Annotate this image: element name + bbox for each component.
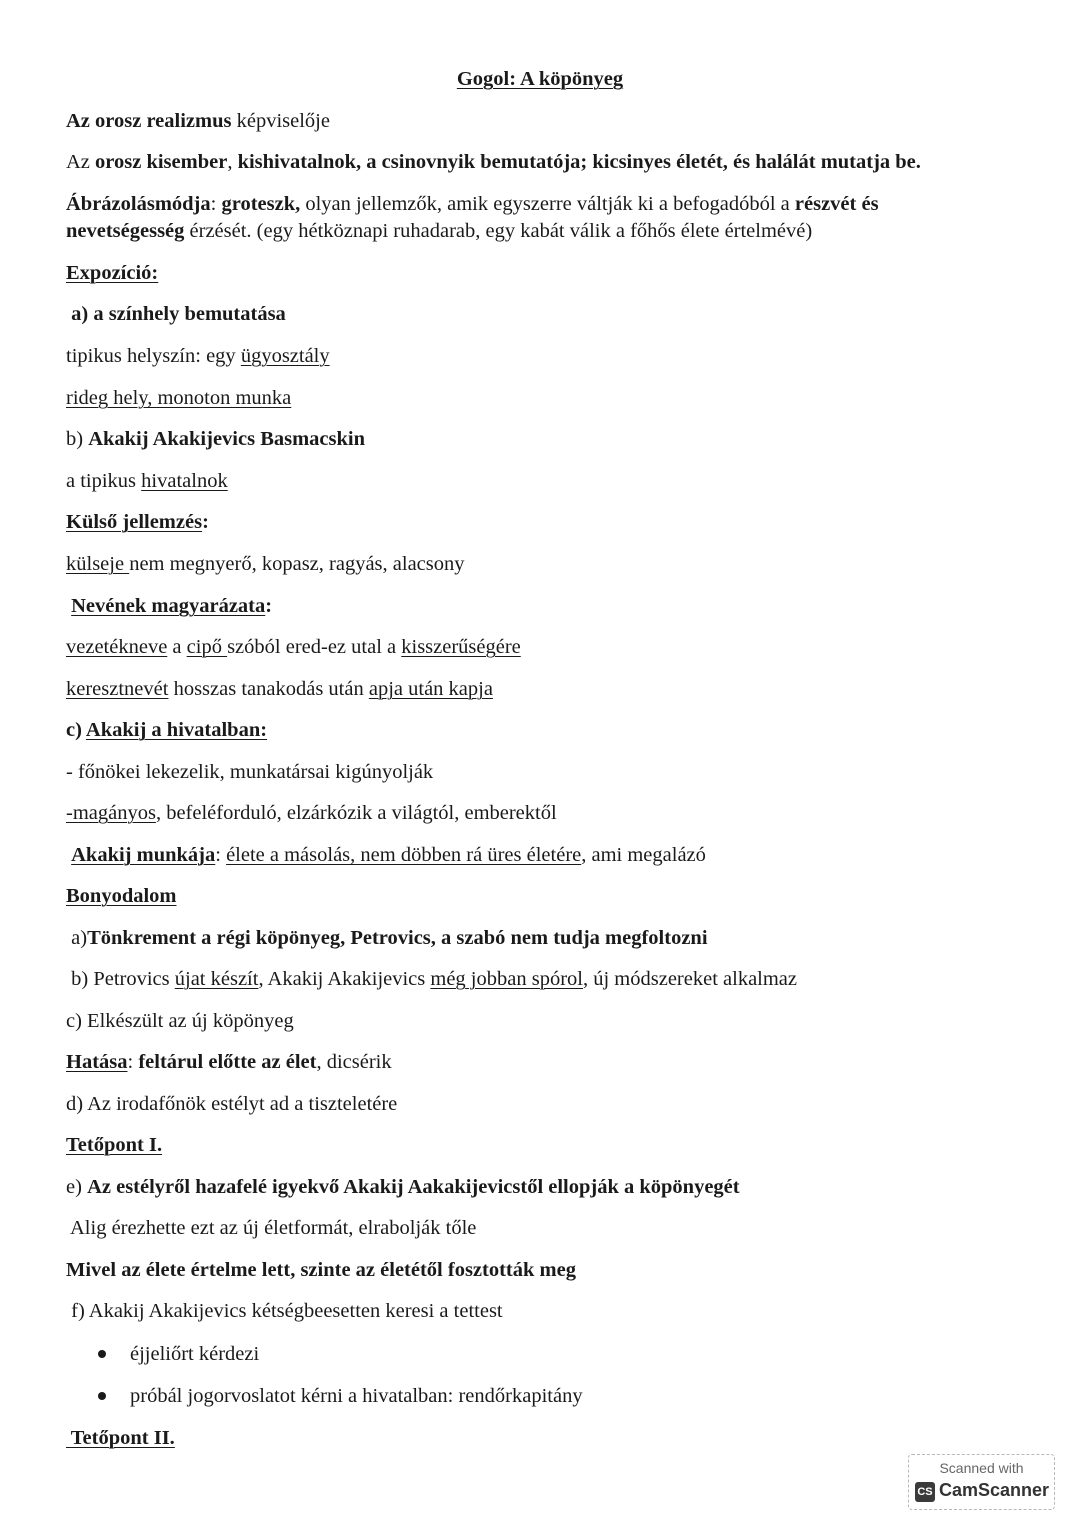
text-line: a tipikus hivatalnok xyxy=(66,470,228,492)
text-line: nevetségesség érzését. (egy hétköznapi ruhadarab, egy kabát válik a főhős élete értelmévé) xyxy=(66,220,813,242)
subheading: c) Akakij a hivatalban: xyxy=(66,719,268,741)
document-title: Gogol: A köpönyeg xyxy=(456,68,624,90)
subheading: Nevének magyarázata: xyxy=(71,595,273,617)
list-item: éjjeliőrt kérdezi xyxy=(130,1343,260,1365)
text-line: keresztnevét hosszas tanakodás után apja után kapja xyxy=(66,678,493,700)
section-heading: Tetőpont II. xyxy=(66,1427,175,1449)
text-line: d) Az irodafőnök estélyt ad a tiszteletére xyxy=(66,1093,398,1115)
text-line: - főnökei lekezelik, munkatársai kigúnyolják xyxy=(66,761,434,783)
bullet-icon xyxy=(98,1350,106,1358)
text-line: Alig érezhette ezt az új életformát, elrabolják tőle xyxy=(66,1217,477,1239)
watermark-brand: CamScanner xyxy=(939,1480,1050,1500)
text-line: a)Tönkrement a régi köpönyeg, Petrovics, a szabó nem tudja megfoltozni xyxy=(66,927,708,949)
text-line: -magányos, befeléforduló, elzárkózik a világtól, emberektől xyxy=(66,802,557,824)
watermark-caption: Scanned with xyxy=(939,1460,1024,1476)
text-line: Ábrázolásmódja: groteszk, olyan jellemzők, amik egyszerre váltják ki a befogadóból a részvét és xyxy=(66,193,879,215)
text-line: b) Akakij Akakijevics Basmacskin xyxy=(66,428,366,450)
section-heading: Expozíció: xyxy=(66,262,159,284)
text-line: Hatása: feltárul előtte az élet, dicsérik xyxy=(66,1051,392,1073)
subheading: Külső jellemzés: xyxy=(66,511,209,533)
text-line: b) Petrovics újat készít, Akakij Akakijevics még jobban spórol, új módszereket alkalmaz xyxy=(66,968,798,990)
text-line: Az orosz realizmus képviselője xyxy=(66,110,330,132)
section-heading: Bonyodalom xyxy=(66,885,177,907)
section-heading: Tetőpont I. xyxy=(66,1134,163,1156)
text-line: tipikus helyszín: egy ügyosztály xyxy=(66,345,330,367)
text-line: Az orosz kisember, kishivatalnok, a csinovnyik bemutatója; kicsinyes életét, és halálát mutatja be. xyxy=(66,151,921,173)
text-line: külseje nem megnyerő, kopasz, ragyás, alacsony xyxy=(66,553,465,575)
text-line: rideg hely, monoton munka xyxy=(66,387,292,409)
camscanner-logo-icon: CS xyxy=(915,1482,935,1502)
text-line: vezetékneve a cipő szóból ered-ez utal a kisszerűségére xyxy=(66,636,521,658)
bullet-icon xyxy=(98,1392,106,1400)
list-item: próbál jogorvoslatot kérni a hivatalban: rendőrkapitány xyxy=(130,1385,583,1407)
text-line: f) Akakij Akakijevics kétségbeesetten keresi a tettest xyxy=(66,1300,503,1322)
text-line: c) Elkészült az új köpönyeg xyxy=(66,1010,294,1032)
text-line: Mivel az élete értelme lett, szinte az életétől fosztották meg xyxy=(66,1259,576,1281)
subheading: a) a színhely bemutatása xyxy=(66,303,286,325)
text-line: Akakij munkája: élete a másolás, nem döbben rá üres életére, ami megalázó xyxy=(71,844,706,866)
camscanner-watermark xyxy=(908,1454,1055,1510)
text-line: e) Az estélyről hazafelé igyekvő Akakij Aakakijevicstől ellopják a köpönyegét xyxy=(66,1176,740,1198)
